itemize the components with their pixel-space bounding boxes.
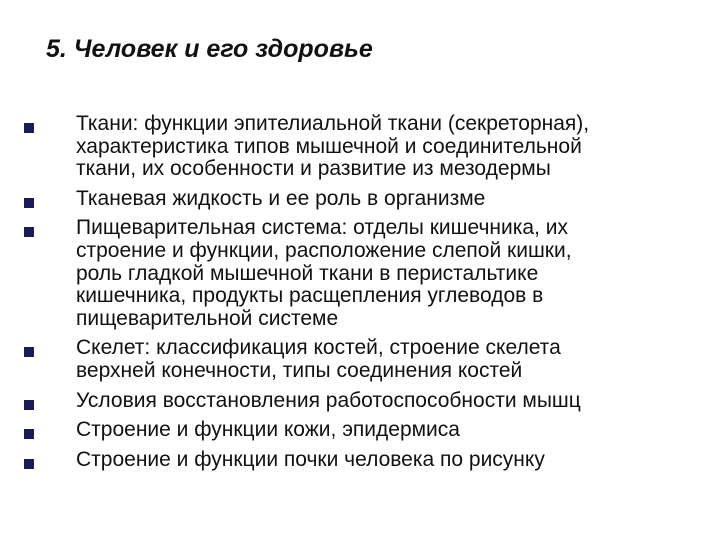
bullet-item	[24, 217, 694, 330]
bullet-list	[24, 113, 694, 478]
square-bullet-icon	[24, 429, 34, 439]
bullet-text-line: Пищеварительная система: отделы кишечника, их	[76, 216, 568, 240]
square-bullet-icon	[24, 123, 34, 133]
bullet-text-line: верхней конечности, типы соединения костей	[76, 358, 523, 382]
bullet-text-line: Скелет: классификация костей, строение скелета	[76, 336, 561, 360]
square-bullet-icon	[24, 198, 34, 208]
bullet-item	[24, 449, 694, 472]
bullet-item	[24, 390, 694, 413]
square-bullet-icon	[24, 459, 34, 469]
bullet-item	[24, 337, 694, 382]
bullet-text-line: ткани, их особенности и развитие из мезодермы	[76, 157, 551, 181]
bullet-item	[24, 419, 694, 442]
bullet-text-line: Строение и функции почки человека по рисунку	[76, 447, 545, 471]
bullet-text-line: роль гладкой мышечной ткани в перистальтике	[76, 261, 539, 285]
bullet-text-line: характеристика типов мышечной и соединительной	[76, 134, 582, 158]
square-bullet-icon	[24, 400, 34, 410]
bullet-item	[24, 113, 694, 181]
bullet-text-line: кишечника, продукты расщепления углеводов в	[76, 284, 544, 308]
bullet-text-line: Условия восстановления работоспособности мышц	[76, 388, 581, 412]
bullet-item	[24, 188, 694, 211]
bullet-text-line: Ткани: функции эпителиальной ткани (секреторная),	[76, 112, 590, 135]
bullet-text-line: строение и функции, расположение слепой кишки,	[76, 238, 572, 262]
bullet-text-line: Тканевая жидкость и ее роль в организме	[76, 186, 486, 210]
bullet-text-line: пищеварительной системе	[76, 306, 339, 330]
slide-title: 5. Человек и его здоровье	[46, 35, 373, 63]
square-bullet-icon	[24, 347, 34, 357]
square-bullet-icon	[24, 227, 34, 237]
bullet-text-line: Строение и функции кожи, эпидермиса	[76, 418, 460, 442]
